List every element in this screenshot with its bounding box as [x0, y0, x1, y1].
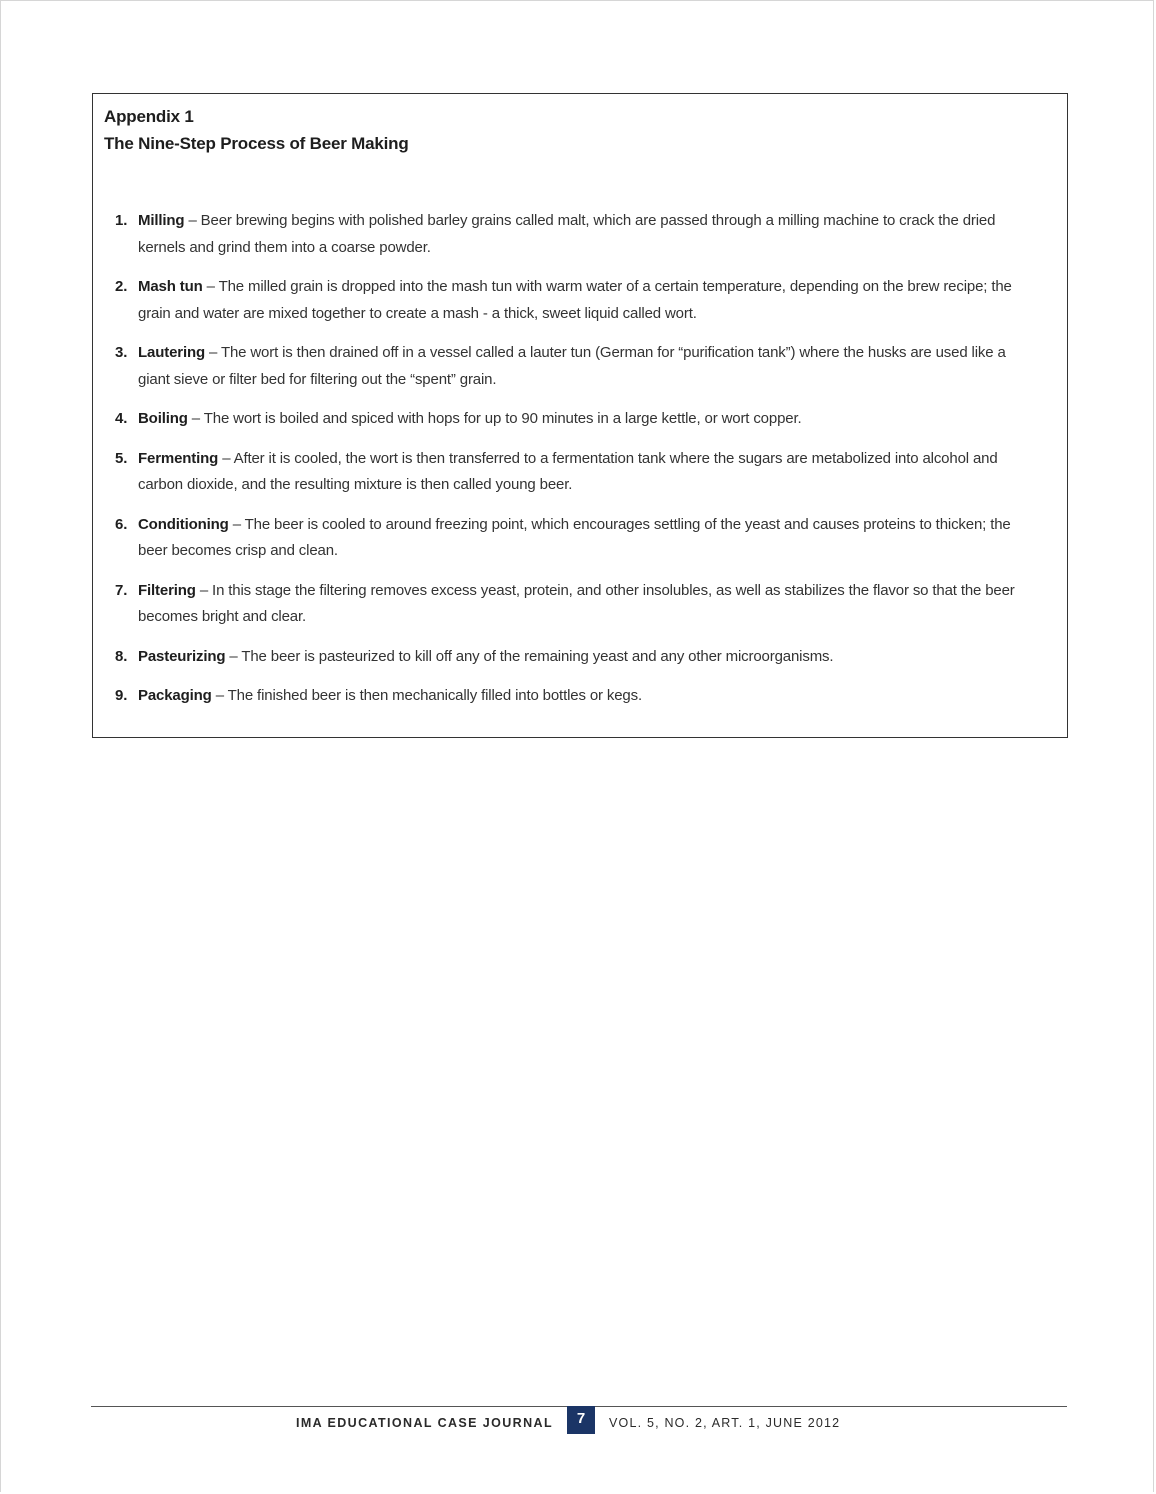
step-description: – In this stage the filtering removes excess yeast, protein, and other insolubles, as well as stabilizes the flavor so that the beer becomes bright and clear. [138, 581, 1015, 625]
step-term: Filtering [138, 581, 196, 599]
step-term: Lautering [138, 344, 205, 361]
step-description: – The wort is boiled and spiced with hops for up to 90 minutes in a large kettle, or wort copper. [187, 410, 802, 427]
step-description: – The beer is pasteurized to kill off any of the remaining yeast and any other microorganisms. [225, 647, 834, 665]
appendix-label: Appendix 1 [104, 107, 194, 126]
step-term: Conditioning [138, 515, 229, 533]
step-number: 5. [115, 449, 128, 467]
list-item [93, 644, 1069, 671]
journal-name: IMA EDUCATIONAL CASE JOURNAL [295, 1416, 553, 1430]
step-description: – The finished beer is then mechanically filled into bottles or kegs. [211, 687, 642, 704]
step-number: 4. [115, 410, 128, 427]
appendix-box [92, 93, 1068, 738]
list-item [93, 406, 1069, 433]
step-number: 2. [115, 278, 128, 295]
step-term: Packaging [138, 687, 212, 704]
step-number: 3. [115, 344, 128, 361]
step-description: – Beer brewing begins with polished barley grains called malt, which are passed through a milling machine to crack the dried kernels and grind them into a coarse powder. [138, 212, 996, 256]
step-term: Fermenting [138, 449, 219, 467]
step-description: – The wort is then drained off in a vessel called a lauter tun (German for “purification tank”) where the husks are used like a giant sieve or filter bed for filtering out the “spent” grain. [138, 344, 1006, 388]
appendix-title: The Nine-Step Process of Beer Making [104, 134, 409, 153]
step-number: 1. [115, 212, 128, 229]
step-description: – The beer is cooled to around freezing point, which encourages settling of the yeast and causes proteins to thicken; the beer becomes crisp and clean. [138, 515, 1011, 559]
list-item [93, 683, 1069, 710]
list-item [93, 274, 1069, 327]
step-term: Mash tun [138, 278, 203, 295]
issue-info: VOL. 5, NO. 2, ART. 1, JUNE 2012 [609, 1416, 841, 1430]
list-item [93, 208, 1069, 261]
step-description: – The milled grain is dropped into the mash tun with warm water of a certain temperature, depending on the brew recipe; the grain and water are mixed together to create a mash - a thick, sweet liquid called wort. [138, 278, 1012, 322]
list-item [93, 446, 1069, 499]
step-number: 9. [115, 687, 128, 704]
step-description: – After it is cooled, the wort is then transferred to a fermentation tank where the sugars are metabolized into alcohol and carbon dioxide, and the resulting mixture is then called young beer. [138, 449, 998, 493]
list-item [93, 578, 1069, 631]
step-term: Boiling [138, 410, 188, 427]
step-term: Milling [138, 212, 185, 229]
step-number: 7. [115, 581, 128, 599]
steps-list [93, 208, 1069, 723]
step-number: 6. [115, 515, 128, 533]
appendix-heading [104, 103, 409, 157]
list-item [93, 340, 1069, 393]
step-number: 8. [115, 647, 128, 665]
list-item [93, 512, 1069, 565]
page-number: 7 [567, 1406, 595, 1434]
step-term: Pasteurizing [138, 647, 226, 665]
